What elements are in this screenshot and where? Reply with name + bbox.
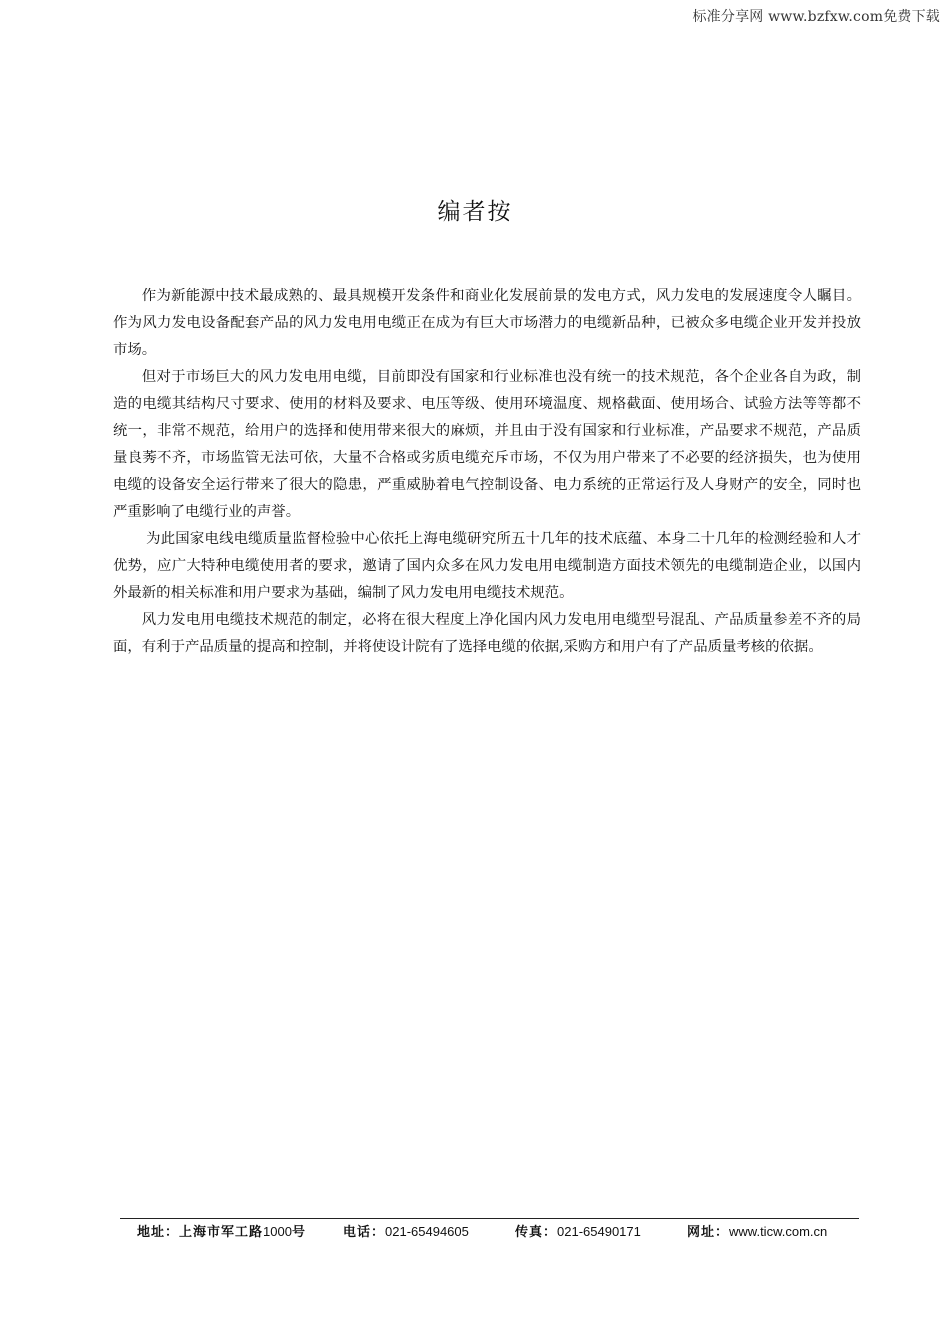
footer-address-suffix: 号 — [291, 1225, 306, 1240]
footer-divider — [120, 1218, 859, 1219]
watermark-header: 标准分享网 www.bzfxw.com免费下载 — [692, 9, 940, 25]
footer-phone — [343, 1221, 515, 1240]
footer-fax — [515, 1221, 687, 1240]
footer-address — [137, 1221, 343, 1240]
paragraph-4: 风力发电用电缆技术规范的制定，必将在很大程度上净化国内风力发电用电缆型号混乱、产品质量参差不齐的局面，有利于产品质量的提高和控制，并将使设计院有了选择电缆的依据,采购方和用户有了产品质量考核的依据。 — [113, 612, 861, 655]
footer-contact — [137, 1221, 857, 1240]
paragraph-1: 作为新能源中技术最成熟的、最具规模开发条件和商业化发展前景的发电方式，风力发电的发展速度令人瞩目。作为风力发电设备配套产品的风力发电用电缆正在成为有巨大市场潜力的电缆新品种，已被众多电缆企业开发并投放市场。 — [113, 288, 861, 358]
footer-web-label: 网址： — [687, 1225, 730, 1240]
footer-fax-value: 021-65490171 — [557, 1224, 641, 1239]
footer-phone-label: 电话： — [343, 1225, 386, 1240]
footer-fax-label: 传真： — [515, 1225, 558, 1240]
footer-address-label: 地址：上海市军工路 — [137, 1225, 264, 1240]
footer-web-value[interactable]: www.ticw.com.cn — [729, 1224, 828, 1239]
paragraph-2: 但对于市场巨大的风力发电用电缆，目前即没有国家和行业标准也没有统一的技术规范，各个企业各自为政，制造的电缆其结构尺寸要求、使用的材料及要求、电压等级、使用环境温度、规格截面、使用场合、试验方法等等都不统一，非常不规范，给用户的选择和使用带来很大的麻烦，并且由于没有国家和行业标准，产品要求不规范，产品质量良莠不齐，市场监管无法可依，大量不合格或劣质电缆充斥市场，不仅为用户带来了不必要的经济损失，也为使用电缆的设备安全运行带来了很大的隐患，严重威胁着电气控制设备、电力系统的正常运行及人身财产的安全，同时也严重影响了电缆行业的声誉。 — [113, 369, 861, 520]
footer-address-number: 1000 — [263, 1224, 292, 1239]
page-title: 编者按 — [437, 199, 513, 225]
footer-website — [687, 1221, 857, 1240]
footer-phone-value: 021-65494605 — [385, 1224, 469, 1239]
editor-note-body — [113, 283, 861, 661]
paragraph-3: 为此国家电线电缆质量监督检验中心依托上海电缆研究所五十几年的技术底蕴、本身二十几年的检测经验和人才优势，应广大特种电缆使用者的要求，邀请了国内众多在风力发电用电缆制造方面技术领先的电缆制造企业，以国内外最新的相关标准和用户要求为基础，编制了风力发电用电缆技术规范。 — [113, 531, 861, 601]
